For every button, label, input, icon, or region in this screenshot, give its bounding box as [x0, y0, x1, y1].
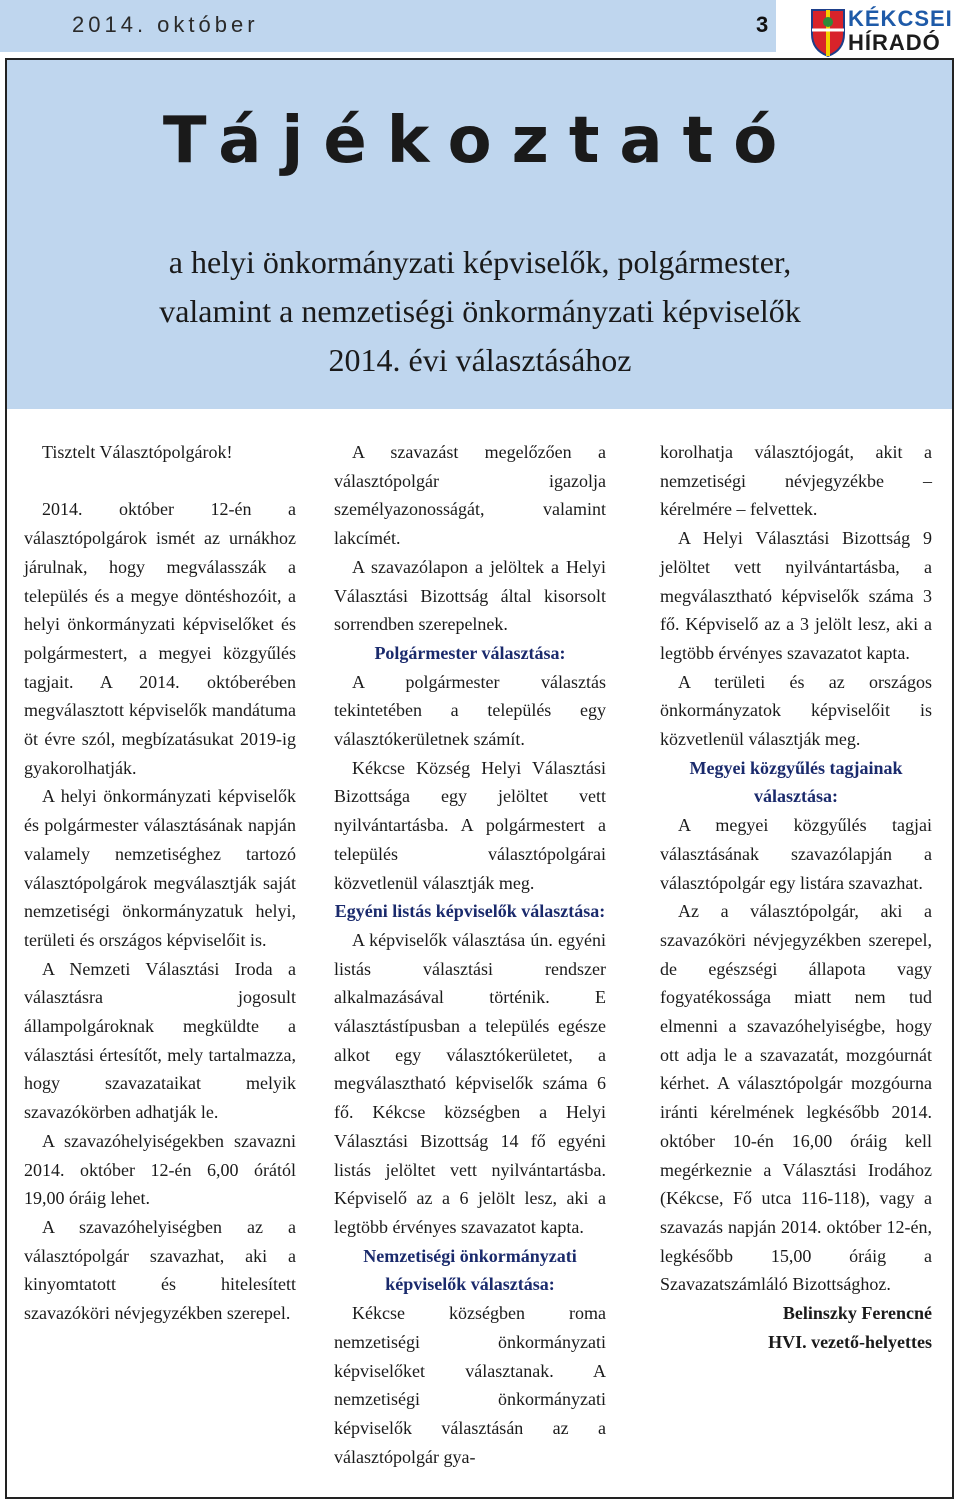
signature-title: HVI. vezető-helyettes	[768, 1331, 932, 1352]
column-2	[334, 438, 606, 1471]
paragraph: 2014. október 12-én a választópolgárok ismét az urnákhoz járulnak, hogy megválasszák a település és a megye döntéshozóit, a helyi önkormányzati képviselőket és polgármestert, a megyei közgyűlés tagjait. A 2014. októberében megválasztott képviselők mandátuma öt évre szól, megbízatásukat 2019-ig gyakorolhatják.	[24, 499, 296, 778]
paragraph: A Helyi Választási Bizottság 9 jelöltet vett nyilvántartásba, a megválasztható képviselők száma 3 fő. Képviselő az a 3 jelölt lesz, aki a legtöbb érvényes szavazatot kapta.	[660, 528, 932, 663]
paragraph: korolhatja választójogát, akit a nemzetiségi névjegyzékbe – kérelmére – felvettek.	[660, 442, 932, 520]
paragraph: A szavazást megelőzően a választópolgár igazolja személyazonosságát, valamint lakcímét.	[334, 442, 606, 549]
section-heading-individual-list: Egyéni listás képviselők választása:	[334, 901, 606, 922]
paragraph: Kékcse községben roma nemzetiségi önkormányzati képviselőket választanak. A nemzetiségi önkormányzati képviselők választásán az a választópolgár gya-	[334, 1303, 606, 1467]
subtitle-line: valamint a nemzetiségi önkormányzati képviselők	[159, 293, 801, 329]
subtitle-line: 2014. évi választásához	[328, 342, 632, 378]
paragraph: A polgármester választás tekintetében a település egy választókerületnek számít.	[334, 671, 606, 750]
paragraph: Kékcse Község Helyi Választási Bizottsága egy jelöltet vett nyilvántartásba. A polgármestert a település választópolgárai közvetlenül választják meg.	[334, 757, 606, 893]
column-3	[660, 438, 932, 1357]
greeting: Tisztelt Választópolgárok!	[42, 442, 233, 462]
signature	[660, 1299, 932, 1356]
coat-of-arms-icon	[810, 8, 846, 58]
paragraph: A Nemzeti Választási Iroda a választásra jogosult állampolgároknak megküldte a választási értesítőt, mely tartalmazza, hogy szavazataikat melyik szavazókörben adhatják le.	[24, 958, 296, 1123]
paragraph: Az a választópolgár, aki a szavazóköri névjegyzékben szerepel, de egészségi állapota vagy fogyatékossága miatt nem tud elmenni a szavazóhelyiségbe, hogy ott adja le a szavazatát, mozgóurnát kérhet. A választópolgár mozgóurna iránti kérelmének legkésőbb 2014. október 10-én 16,00 óráig kell megérkeznie a Választási Irodához (Kékcse, Fő utca 116-118), vagy a szavazás napján 2014. október 12-én, legkésőbb 15,00 óráig a Szavazatszámláló Bizottsághoz.	[660, 901, 932, 1295]
section-heading-mayor: Polgármester választása:	[374, 642, 566, 663]
subtitle-line: a helyi önkormányzati képviselők, polgármester,	[168, 244, 792, 280]
signature-name: Belinszky Ferencné	[782, 1303, 932, 1324]
section-heading-county: Megyei közgyűlés tagjainak választása:	[689, 757, 903, 807]
paragraph: A szavazóhelyiségekben szavazni 2014. október 12-én 6,00 órától 19,00 óráig lehet.	[24, 1130, 296, 1209]
paragraph: A szavazóhelyiségben az a választópolgár szavazhat, aki a kinyomtatott és hitelesített szavazóköri névjegyzékben szerepel.	[24, 1216, 296, 1324]
logo-word-hirado: HÍRADÓ	[848, 30, 941, 55]
article-title: Tájékoztató	[162, 104, 798, 178]
paragraph: A helyi önkormányzati képviselők és polgármester választásának napján valamely nemzetiséghez tartozó választópolgárok megválasztják saját nemzetiségi önkormányzatuk helyi, területi és országos képviselőit is.	[24, 786, 296, 950]
newspaper-logo	[808, 4, 958, 60]
issue-date: 2014. október	[72, 12, 259, 37]
paragraph: A megyei közgyűlés tagjai választásának szavazólapján a választópolgár egy listára szavazhat.	[660, 815, 932, 893]
column-1	[24, 438, 296, 1328]
paragraph: A képviselők választása ún. egyéni listás választási rendszer alkalmazásával történik. E választástípusban a település egésze alkot egy választókerületet, a megválasztható képviselők száma 6 fő. Kékcse községben a Helyi Választási Bizottság 14 fő egyéni listás jelöltet vett nyilvántartásba. Képviselő az a 6 jelölt lesz, aki a legtöbb érvényes szavazatot kapta.	[334, 929, 606, 1237]
logo-word-kekcsei: KÉKCSEI	[848, 6, 953, 31]
article-subtitle	[0, 238, 960, 385]
paragraph: A szavazólapon a jelöltek a Helyi Választási Bizottság által kisorsolt sorrendben szerepelnek.	[334, 556, 606, 635]
section-heading-minority: Nemzetiségi önkormányzati képviselők választása:	[363, 1245, 577, 1295]
paragraph: A területi és az országos önkormányzatok képviselőit is közvetlenül választják meg.	[660, 671, 932, 750]
page-number: 3	[756, 12, 769, 37]
